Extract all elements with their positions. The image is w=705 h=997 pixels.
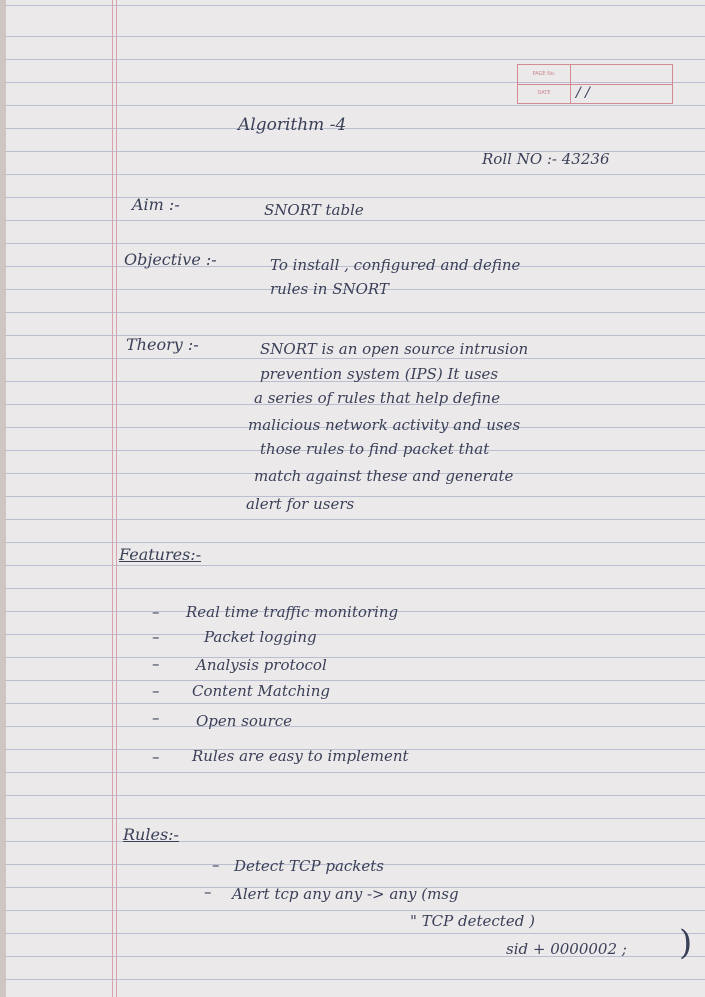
roll-no: Roll NO :- 43236 <box>482 150 610 168</box>
margin-line <box>116 0 117 997</box>
page-date-box <box>517 64 673 104</box>
page-no-row <box>518 65 672 85</box>
feature-item: Rules are easy to implement <box>192 747 409 765</box>
theory-line: those rules to find packet that <box>260 440 490 458</box>
theory-line: match against these and generate <box>254 467 514 485</box>
bullet-dash: – <box>152 709 160 727</box>
feature-item: Packet logging <box>204 628 317 646</box>
bullet-dash: – <box>152 748 160 766</box>
feature-item: Content Matching <box>192 682 330 700</box>
bullet-dash: – <box>152 628 160 646</box>
bullet-dash: – <box>152 603 160 621</box>
feature-item: Analysis protocol <box>196 656 327 674</box>
date-row <box>518 84 672 103</box>
bullet-dash: – <box>152 682 160 700</box>
date-value: / / <box>576 85 590 101</box>
theory-line: prevention system (IPS) It uses <box>260 365 499 383</box>
page-title: Algorithm -4 <box>238 115 347 135</box>
theory-label: Theory :- <box>126 335 199 354</box>
bullet-dash: – <box>152 655 160 673</box>
features-label: Features:- <box>119 545 202 564</box>
bullet-dash: – <box>204 883 212 901</box>
objective-line: rules in SNORT <box>270 280 389 298</box>
notebook-page <box>6 0 705 997</box>
rule-item: Alert tcp any any -> any (msg <box>232 885 459 903</box>
date-label: DATE <box>518 84 571 103</box>
rule-item: Detect TCP packets <box>234 857 384 875</box>
margin-line <box>112 0 113 997</box>
page-no-label: PAGE No. <box>518 65 571 84</box>
theory-line: SNORT is an open source intrusion <box>260 340 529 358</box>
rules-label: Rules:- <box>123 825 179 844</box>
theory-line: a series of rules that help define <box>254 389 501 407</box>
rule-continuation: " TCP detected ) <box>410 912 535 930</box>
theory-line: malicious network activity and uses <box>248 416 521 434</box>
feature-item: Open source <box>196 712 293 730</box>
closing-bracket: ) <box>679 923 693 963</box>
theory-line: alert for users <box>246 495 355 513</box>
objective-label: Objective :- <box>124 250 217 269</box>
feature-item: Real time traffic monitoring <box>186 603 399 621</box>
aim-label: Aim :- <box>132 195 180 214</box>
aim-text: SNORT table <box>264 201 364 219</box>
rule-continuation: sid + 0000002 ; <box>506 940 627 958</box>
bullet-dash: – <box>212 856 220 874</box>
objective-line: To install , configured and define <box>270 256 521 274</box>
